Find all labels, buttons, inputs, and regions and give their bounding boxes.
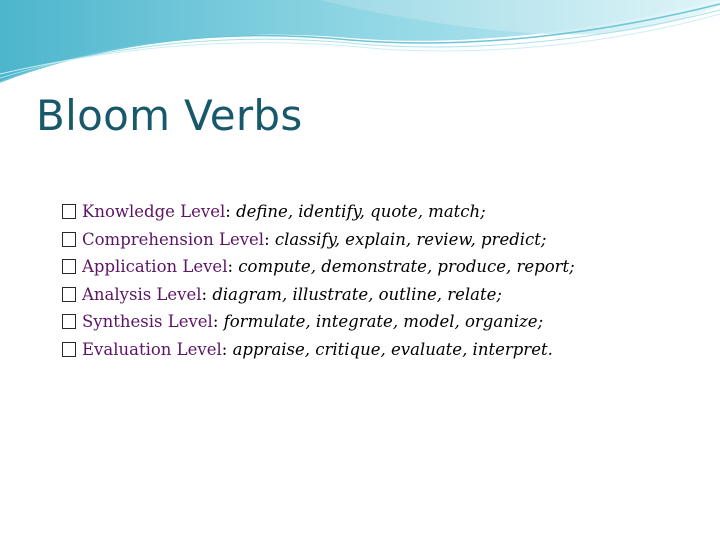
level-label: Application Level [82,257,228,277]
missing-glyph-box-icon [62,314,76,329]
header-wave-decoration [0,0,720,90]
verbs-text: classify, explain, review, predict; [274,229,547,249]
missing-glyph-box-icon [62,204,76,219]
level-label: Comprehension Level [82,229,265,249]
level-label: Knowledge Level [82,202,226,221]
missing-glyph-box-icon [62,259,76,274]
slide-title: Bloom Verbs [36,91,303,140]
list-item: Comprehension Level: classify, explain, review, predict; [62,226,575,254]
list-item: Synthesis Level: formulate, integrate, model, organize; [62,308,575,336]
verbs-text: appraise, critique, evaluate, interpret. [232,339,553,359]
missing-glyph-box-icon [62,287,76,302]
level-label: Analysis Level [82,284,202,304]
level-label: Evaluation Level [82,339,222,359]
list-item: Evaluation Level: appraise, critique, evaluate, interpret. [62,336,575,364]
missing-glyph-box-icon [62,232,76,247]
missing-glyph-box-icon [62,342,76,357]
bullet-list [62,198,575,364]
list-item: Application Level: compute, demonstrate, produce, report; [62,253,575,281]
list-item: Analysis Level: diagram, illustrate, outline, relate; [62,281,575,309]
verbs-text: diagram, illustrate, outline, relate; [212,284,502,304]
verbs-text: formulate, integrate, model, organize; [223,312,544,332]
level-label: Synthesis Level [82,312,213,332]
verbs-text: define, identify, quote, match; [236,202,486,221]
verbs-text: compute, demonstrate, produce, report; [238,257,575,277]
list-item: Knowledge Level: define, identify, quote, match; [62,198,575,226]
